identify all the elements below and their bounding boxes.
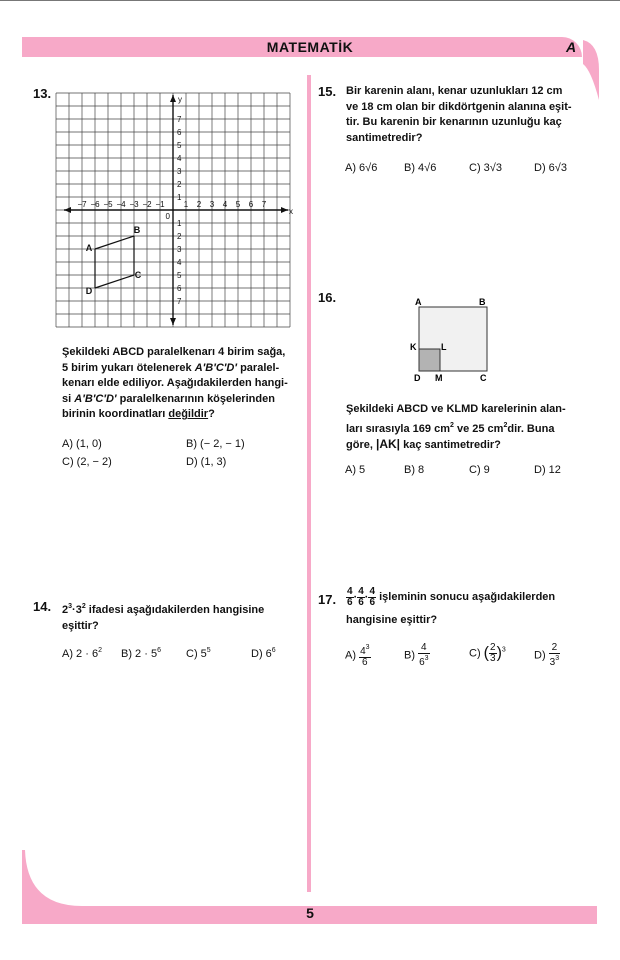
x-axis-arrow-left <box>64 207 71 213</box>
q17-option-c[interactable]: C) ( $\frac{2}{3}$ )$^3$ <box>469 642 506 664</box>
x-tick-label: −5 <box>103 200 113 209</box>
x-tick-label: 5 <box>235 200 241 209</box>
subject-title: MATEMATİK <box>266 39 354 55</box>
x-tick-label: −3 <box>129 200 139 209</box>
q13-option-a[interactable]: A) (1, 0) <box>62 438 102 450</box>
column-divider <box>307 75 311 892</box>
top-rule <box>0 0 620 1</box>
q16-option-b[interactable]: B) 8 <box>404 464 425 476</box>
fraction-3: $\frac{4}{6}$ <box>369 586 376 608</box>
question-15-text: Bir karenin alanı, kenar uzunlukları 12 cm ve 18 cm olan bir dikdörtgenin alanına eşit- tir. Bu karenin bir kenarının uzunluğu kaç santimetredir? <box>346 85 572 144</box>
q16-option-d[interactable]: D) 12 <box>534 464 561 476</box>
vertex-b-label: B <box>479 297 486 307</box>
q14-option-c[interactable]: C) $5^5$ <box>186 647 211 660</box>
point-a-label: A <box>85 243 93 253</box>
x-tick-label: 3 <box>209 200 215 209</box>
y-tick-label: 5 <box>177 271 182 280</box>
fraction-2: $\frac{4}{6}$ <box>358 586 364 608</box>
question-17-number: 17. <box>318 592 337 607</box>
question-16-number: 16. <box>318 290 337 305</box>
question-13-number: 13. <box>33 86 52 101</box>
point-b-label: B <box>133 225 141 235</box>
vertex-d-label: D <box>414 373 421 383</box>
booklet-letter: A <box>566 39 577 55</box>
page-number: 5 <box>306 905 314 921</box>
x-tick-label: 7 <box>261 200 267 209</box>
x-tick-label: 2 <box>196 200 202 209</box>
origin-label: 0 <box>165 212 170 221</box>
coordinate-grid-figure <box>56 93 293 327</box>
y-tick-label: 6 <box>177 128 182 137</box>
q17-option-b[interactable]: B) $\frac{4}{6^3}$ <box>404 642 429 668</box>
y-tick-label: 7 <box>177 297 182 306</box>
y-tick-label: 4 <box>177 154 182 163</box>
y-tick-label: 6 <box>177 284 182 293</box>
point-c-label: C <box>134 270 142 280</box>
vertex-k-label: K <box>410 342 417 352</box>
y-tick-label: 2 <box>177 232 182 241</box>
edge-cd <box>95 275 134 288</box>
y-tick-label: 1 <box>177 219 182 228</box>
q14-option-d[interactable]: D) $6^6$ <box>251 647 276 660</box>
q17-option-a[interactable]: A) $\frac{4^3}{6}$ <box>345 644 370 668</box>
y-tick-label: 2 <box>177 180 182 189</box>
y-tick-label: 7 <box>177 115 182 124</box>
x-axis-arrow <box>281 207 288 213</box>
vertex-c-label: C <box>480 373 487 383</box>
q13-option-d[interactable]: D) (1, 3) <box>186 456 227 468</box>
square-klmd <box>419 349 440 371</box>
y-tick-label: 3 <box>177 167 182 176</box>
question-16-text: Şekildeki ABCD ve KLMD karelerinin alan- ları sırasıyla 169 $cm^2$ ve 25 $cm^2dir$. Buna göre, |AK| kaç santimetredir? <box>346 403 566 451</box>
x-tick-label: −7 <box>77 200 87 209</box>
fraction-1: $\frac{4}{6}$ <box>347 586 353 608</box>
grid-tick-labels <box>77 95 293 306</box>
question-14-number: 14. <box>33 599 52 614</box>
y-tick-label: 4 <box>177 258 182 267</box>
edge-ab <box>95 236 134 249</box>
y-tick-label: 3 <box>177 245 182 254</box>
x-axis-label: x <box>289 207 293 216</box>
grid-axes <box>64 95 288 325</box>
squares-figure <box>405 293 505 385</box>
point-d-label: D <box>85 286 93 296</box>
q15-option-d[interactable]: D) 6√3 <box>534 162 567 174</box>
q17-option-d[interactable]: D) $\frac{2}{3^3}$ <box>534 642 560 668</box>
q15-option-c[interactable]: C) 3√3 <box>469 162 502 174</box>
x-tick-label: −4 <box>116 200 126 209</box>
q15-option-a[interactable]: A) 6√6 <box>345 162 378 174</box>
q16-option-c[interactable]: C) 9 <box>469 464 490 476</box>
x-tick-label: 1 <box>183 200 189 209</box>
q14-option-a[interactable]: A) $2 \cdot 6^2$ <box>62 647 102 660</box>
x-tick-label: −1 <box>155 200 165 209</box>
question-13-text: Şekildeki ABCD paralelkenarı 4 birim sağa, 5 birim yukarı ötelenerek A′B′C′D′ paralel- kenarı elde ediliyor. Aşağıdakilerden hangi- si A′B′C′D′ paralelkenarının köşelerinden birinin koordinatları değildir? <box>62 346 288 420</box>
x-tick-label: 6 <box>248 200 254 209</box>
y-axis-arrow <box>170 95 176 102</box>
q16-option-a[interactable]: A) 5 <box>345 464 366 476</box>
vertex-a-label: A <box>415 297 422 307</box>
question-17-text: $\frac{4}{6}$ · $\frac{4}{6}$ · $\frac{4}{6}$ işleminin sonucu aşağıdakilerden hangisine eşittir? <box>346 586 556 626</box>
question-14-text: $2^3\cdot 3^2$ ifadesi aşağıdakilerden hangisine eşittir? <box>62 603 265 632</box>
y-axis-label: y <box>178 95 182 104</box>
vertex-l-label: L <box>441 342 447 352</box>
q13-option-b[interactable]: B) (− 2, − 1) <box>186 438 245 450</box>
y-tick-label: 1 <box>177 193 182 202</box>
q14-option-b[interactable]: B) $2 \cdot 5^6$ <box>121 647 161 660</box>
q13-option-c[interactable]: C) (2, − 2) <box>62 456 112 468</box>
x-tick-label: −2 <box>142 200 152 209</box>
x-tick-label: −6 <box>90 200 100 209</box>
question-15-number: 15. <box>318 84 337 99</box>
vertex-m-label: M <box>435 373 443 383</box>
x-tick-label: 4 <box>222 200 228 209</box>
y-tick-label: 5 <box>177 141 182 150</box>
q15-option-b[interactable]: B) 4√6 <box>404 162 437 174</box>
y-axis-arrow-down <box>170 318 176 325</box>
